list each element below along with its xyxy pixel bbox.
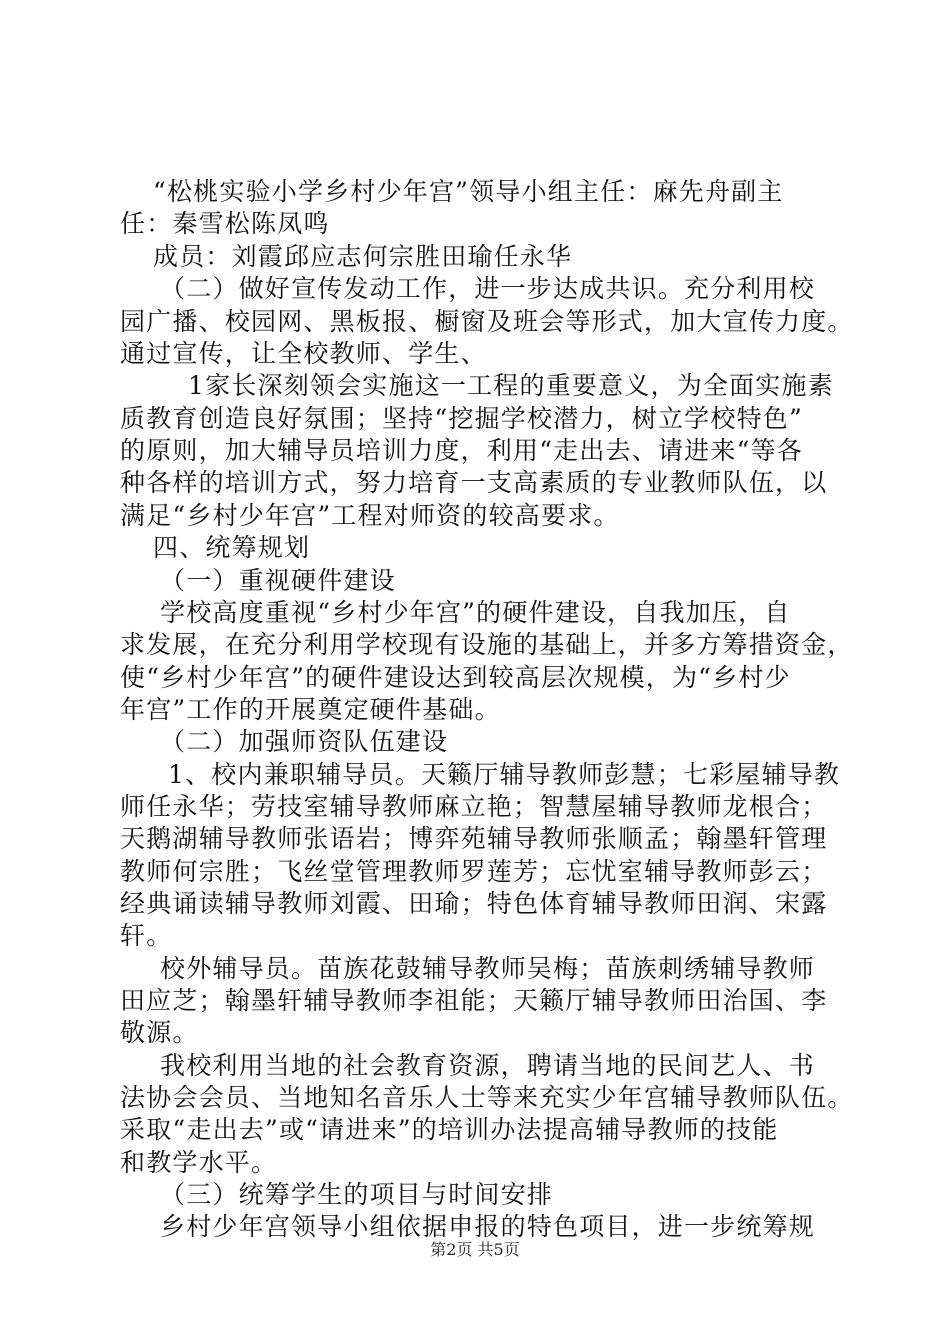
text-line: 采取“走出去”或“请进来”的培训办法提高辅导教师的技能 [120,1115,779,1144]
text-line: 任：秦雪松陈凤鸣 [120,209,330,238]
text-line: 和教学水平。 [120,1148,278,1177]
text-line: （三）统筹学生的项目与时间安排 [160,1180,554,1209]
text-line: 经典诵读辅导教师刘霞、田瑜；特色体育辅导教师田润、宋露 [120,889,828,918]
text-line: （二）加强师资队伍建设 [160,727,449,756]
text-line: 校外辅导员。苗族花鼓辅导教师吴梅；苗族刺绣辅导教师 [160,954,816,983]
text-line: 求发展，在充分利用学校现有设施的基础上，并多方筹措资金， [120,630,854,659]
text-line: 的原则，加大辅导员培训力度，利用“走出去、请进来“等各 [120,436,803,465]
text-line: 法协会会员、当地知名音乐人士等来充实少年宫辅导教师队伍。 [120,1083,854,1112]
text-line: （二）做好宣传发动工作，进一步达成共识。充分利用校 [160,274,816,303]
text-line: 敬源。 [120,1018,199,1047]
text-line: 质教育创造良好氛围；坚持“挖掘学校潜力，树立学校特色” [120,404,803,433]
text-line: 种各样的培训方式，努力培育一支高素质的专业教师队伍，以 [120,468,828,497]
text-line: 1、校内兼职辅导员。天籁厅辅导教师彭慧；七彩屋辅导教 [168,760,841,789]
text-line: 四、统筹规划 [153,533,311,562]
text-line: 师任永华；劳技室辅导教师麻立艳；智慧屋辅导教师龙根合； [120,792,828,821]
text-line: 年宫”工作的开展奠定硬件基础。 [120,695,501,724]
text-line: 1家长深刻领会实施这一工程的重要意义，为全面实施素 [188,371,834,400]
text-line: （一）重视硬件建设 [160,566,396,595]
text-line: 我校利用当地的社会教育资源，聘请当地的民间艺人、书 [160,1051,816,1080]
text-line: 教师何宗胜；飞丝堂管理教师罗莲芳；忘忧室辅导教师彭云； [120,857,828,886]
text-line: 成员：刘霞邱应志何宗胜田瑜任永华 [153,242,573,271]
text-line: 轩。 [120,921,173,950]
text-line: 园广播、校园网、黑板报、橱窗及班会等形式，加大宣传力度。 [120,307,854,336]
text-line: 田应芝；翰墨轩辅导教师李祖能；天籁厅辅导教师田治国、李 [120,986,828,1015]
text-line: 满足“乡村少年宫”工程对师资的较高要求。 [120,501,620,530]
text-line: 使“乡村少年宫”的硬件建设达到较高层次规模，为“乡村少 [120,663,791,692]
page-footer: 第2页 共5页 [430,1240,520,1259]
text-line: 学校高度重视“乡村少年宫”的硬件建设，自我加压，自 [160,598,791,627]
text-line: 天鹅湖辅导教师张语岩；博弈苑辅导教师张顺孟；翰墨轩管理 [120,824,828,853]
text-line: 乡村少年宫领导小组依据申报的特色项目，进一步统筹规 [160,1212,816,1241]
text-line: 通过宣传，让全校教师、学生、 [120,339,487,368]
text-line: “松桃实验小学乡村少年宫”领导小组主任：麻先舟副主 [153,177,784,206]
